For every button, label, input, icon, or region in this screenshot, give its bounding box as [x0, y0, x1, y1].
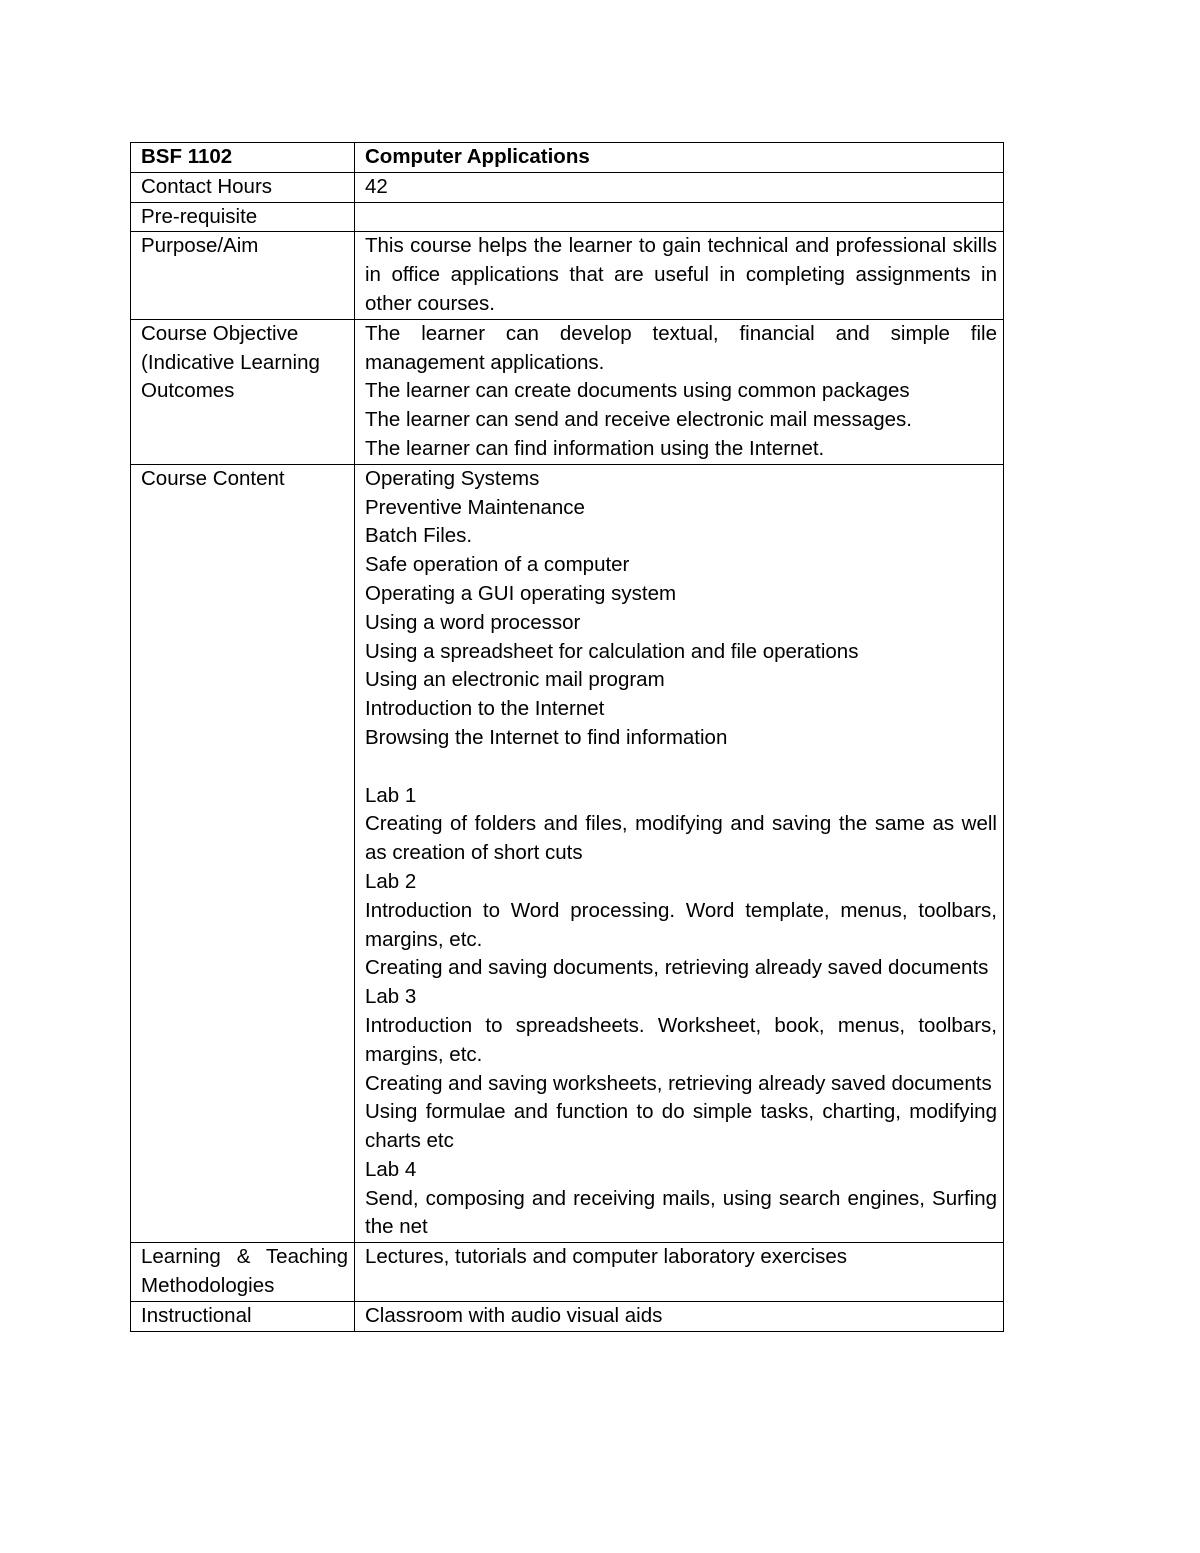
lab-title: Lab 2 — [365, 869, 417, 893]
lab-title: Lab 1 — [365, 783, 417, 807]
methodologies-label: Learning & Teaching Methodologies — [131, 1243, 355, 1302]
lab-title: Lab 3 — [365, 985, 417, 1009]
content-topic: Operating Systems — [365, 466, 540, 490]
objective-item: The learner can find information using the Internet. — [365, 436, 825, 460]
course-header-row — [131, 143, 1004, 173]
course-title: Computer Applications — [355, 143, 1004, 173]
content-topic: Batch Files. — [365, 524, 473, 548]
prerequisite-value — [355, 202, 1004, 232]
objective-label: Course Objective (Indicative Learning Outcomes — [131, 319, 355, 464]
purpose-label: Purpose/Aim — [131, 232, 355, 319]
contact-hours-label: Contact Hours — [131, 172, 355, 202]
spacer — [365, 753, 997, 782]
content-row — [131, 464, 1004, 1243]
purpose-row — [131, 232, 1004, 319]
lab-title: Lab 4 — [365, 1157, 417, 1181]
prerequisite-row — [131, 202, 1004, 232]
lab-item: Creating and saving documents, retrieving already saved documents — [365, 956, 989, 980]
contact-hours-value: 42 — [355, 172, 1004, 202]
contact-hours-row — [131, 172, 1004, 202]
objective-row — [131, 319, 1004, 464]
lab-item: Using formulae and function to do simple tasks, charting, modifying charts etc — [365, 1100, 997, 1153]
objective-item: The learner can send and receive electronic mail messages. — [365, 408, 912, 432]
content-topic: Using a spreadsheet for calculation and file operations — [365, 639, 859, 663]
instructional-label: Instructional — [131, 1301, 355, 1331]
content-topic: Preventive Maintenance — [365, 495, 585, 519]
objective-list — [355, 319, 1004, 464]
instructional-value: Classroom with audio visual aids — [355, 1301, 1004, 1331]
instructional-row — [131, 1301, 1004, 1331]
objective-item: The learner can create documents using common packages — [365, 379, 910, 403]
lab-item: Introduction to Word processing. Word template, menus, toolbars, margins, etc. — [365, 898, 997, 951]
objective-item: The learner can develop textual, financial and simple file management applications. — [365, 321, 997, 374]
lab-item: Send, composing and receiving mails, using search engines, Surfing the net — [365, 1186, 997, 1239]
lab-item: Creating and saving worksheets, retrieving already saved documents — [365, 1071, 992, 1095]
content-topic: Operating a GUI operating system — [365, 581, 677, 605]
purpose-value: This course helps the learner to gain technical and professional skills in office applications that are useful in completing assignments in other courses. — [355, 232, 1004, 319]
methodologies-row — [131, 1243, 1004, 1302]
content-topic: Introduction to the Internet — [365, 697, 605, 721]
course-code: BSF 1102 — [131, 143, 355, 173]
content-topic: Browsing the Internet to find information — [365, 725, 728, 749]
content-topic: Safe operation of a computer — [365, 553, 630, 577]
content-topic: Using a word processor — [365, 610, 581, 634]
prerequisite-label: Pre-requisite — [131, 202, 355, 232]
lab-item: Creating of folders and files, modifying and saving the same as well as creation of short cuts — [365, 812, 997, 865]
content-label: Course Content — [131, 464, 355, 1243]
content-topic: Using an electronic mail program — [365, 668, 665, 692]
methodologies-value: Lectures, tutorials and computer laboratory exercises — [355, 1243, 1004, 1302]
course-syllabus-table — [130, 142, 1004, 1332]
content-list — [355, 464, 1004, 1243]
lab-item: Introduction to spreadsheets. Worksheet, book, menus, toolbars, margins, etc. — [365, 1013, 997, 1066]
